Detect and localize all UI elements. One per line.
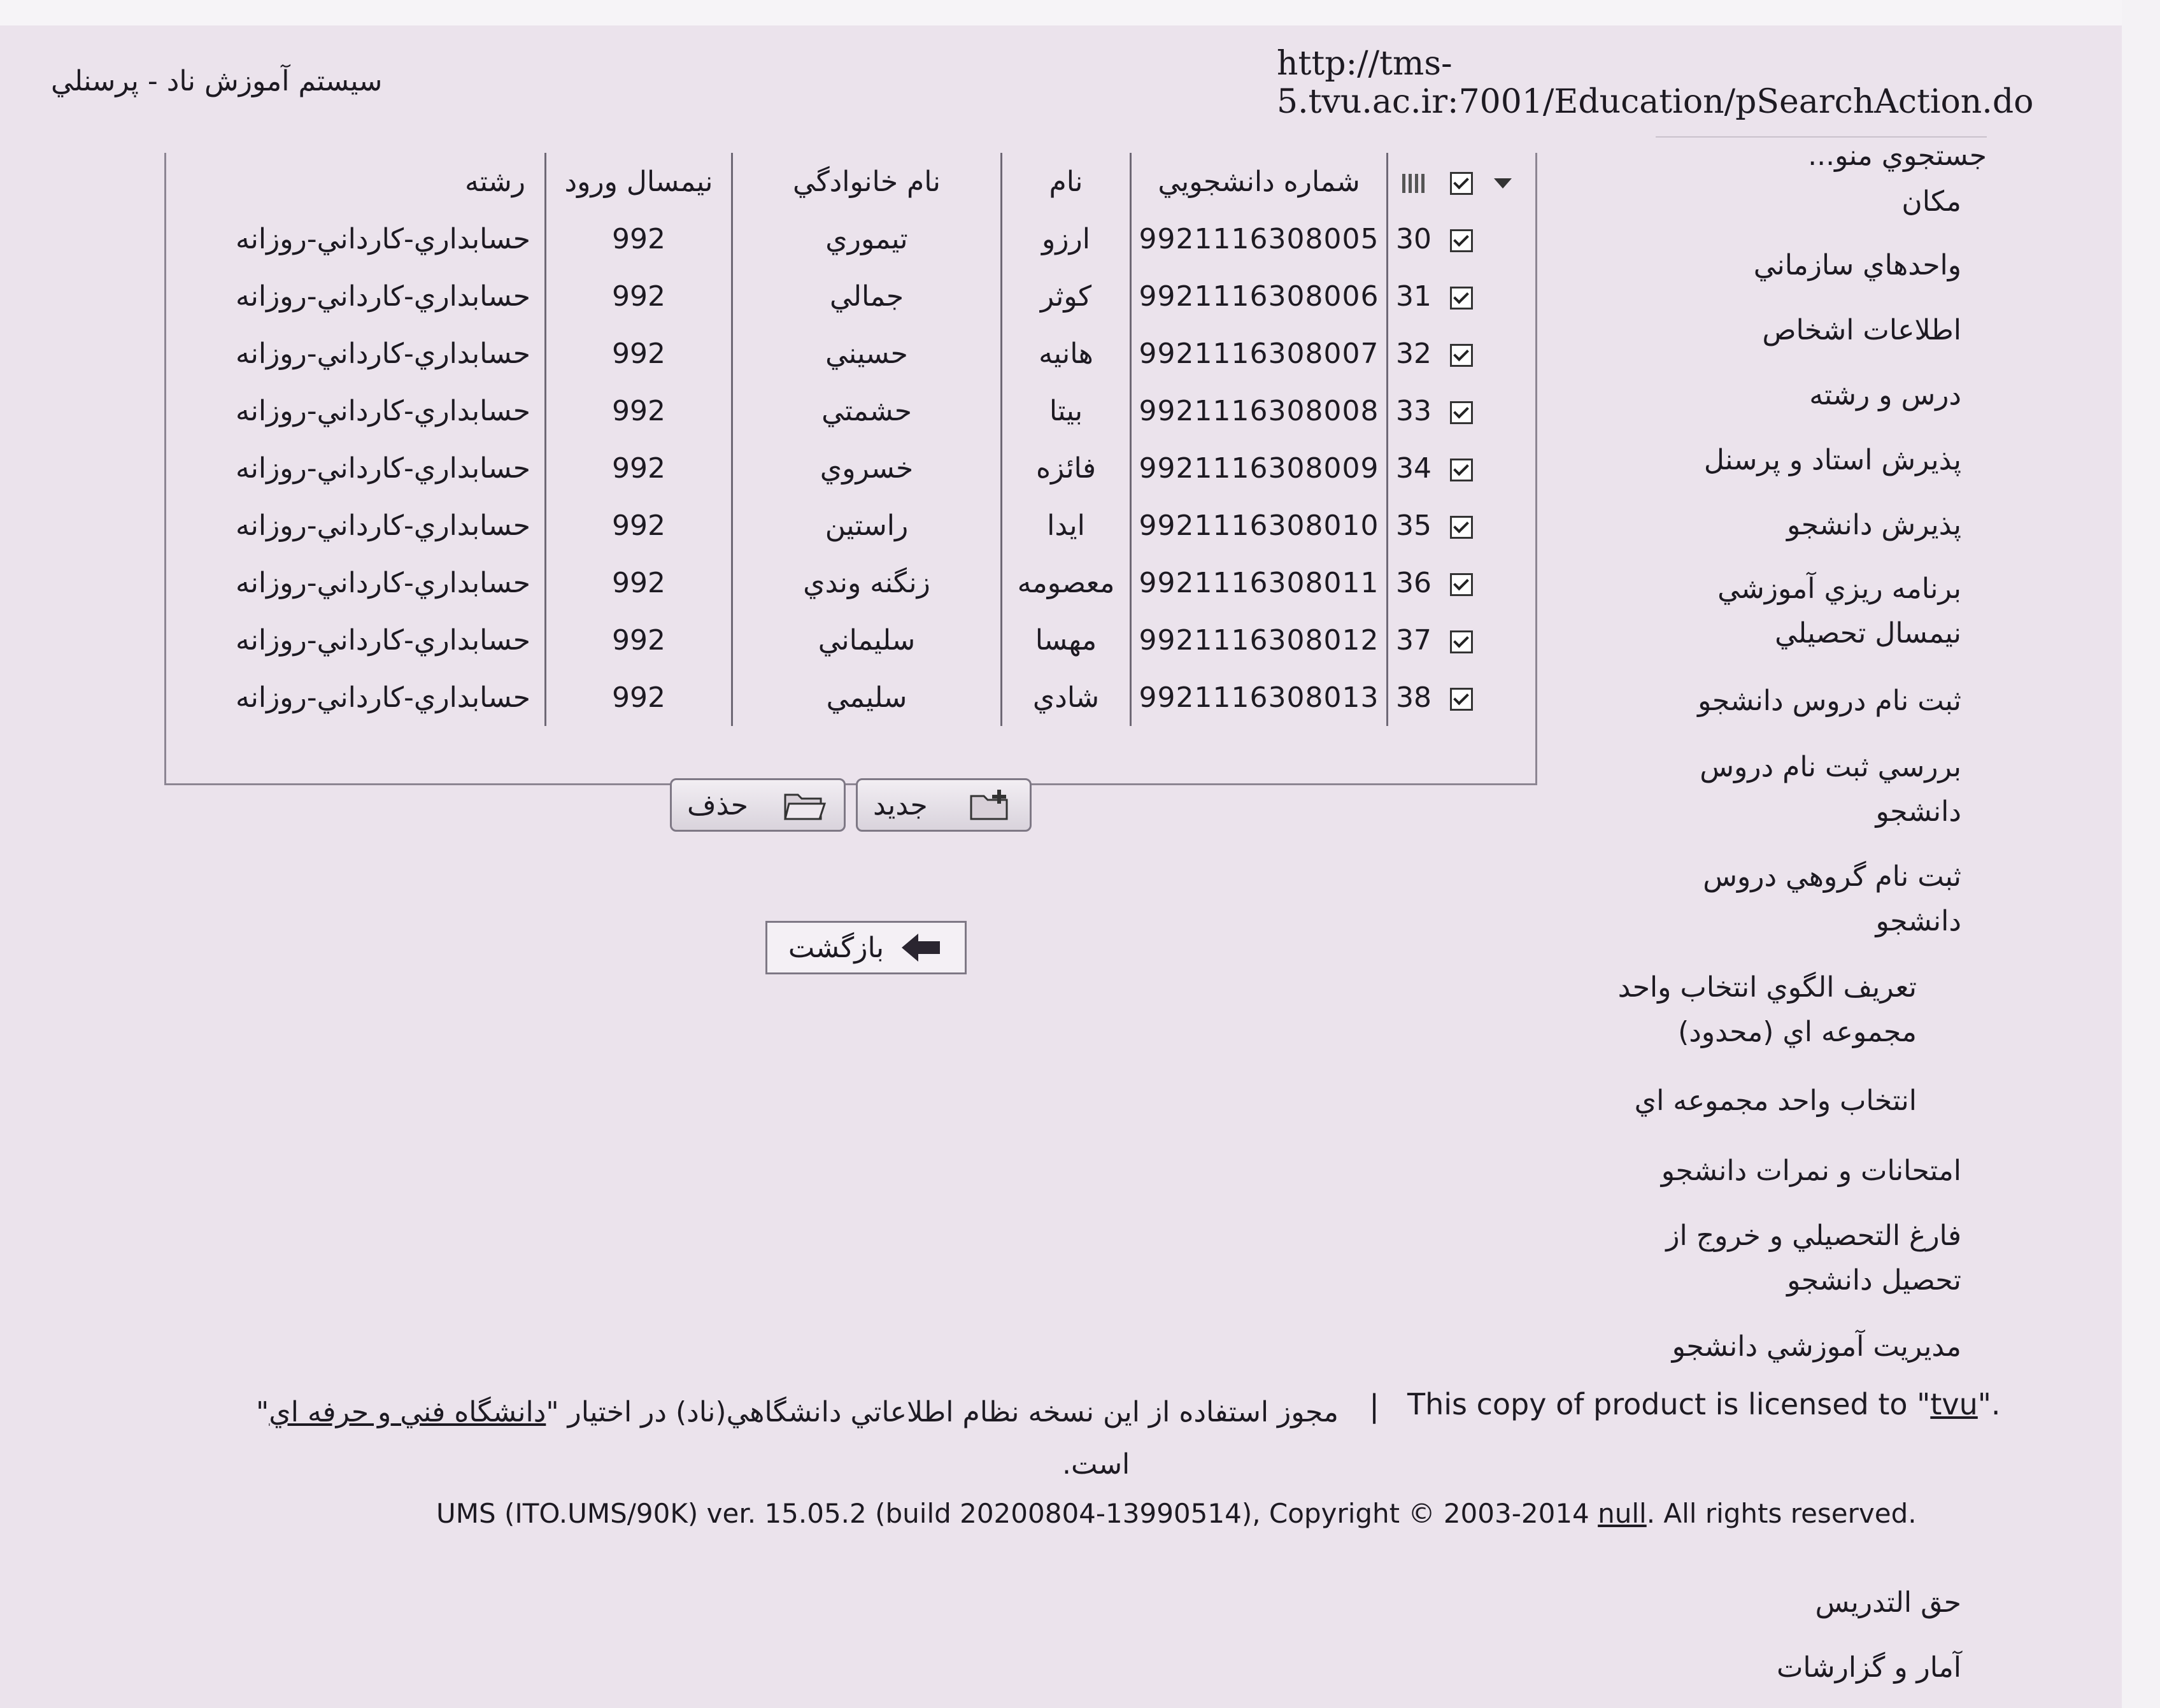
cell-entry-term: 992 — [546, 210, 732, 267]
columns-icon-cell[interactable] — [1388, 153, 1440, 210]
license-fa-org-link[interactable]: دانشگاه فني و حرفه اي — [269, 1396, 546, 1428]
menu-item-selection-pattern[interactable]: تعريف الگوي انتخاب واحد مجموعه اي (محدود) — [1617, 971, 1917, 1048]
menu-item-term-planning[interactable]: برنامه ريزي آموزشي نيمسال تحصيلي — [1717, 573, 1961, 650]
menu-item-staff-admission[interactable]: پذيرش استاد و پرسنل — [1703, 444, 1961, 476]
select-all-checkbox[interactable] — [1450, 172, 1473, 195]
cell-major: حسابداري-كارداني-روزانه — [236, 280, 531, 313]
header-first-name[interactable]: نام — [1002, 153, 1131, 210]
menu-item-graduation[interactable]: فارغ التحصيلي و خروج از تحصيل دانشجو — [1666, 1220, 1961, 1297]
row-number: 34 — [1388, 439, 1440, 497]
row-checkbox-cell[interactable] — [1439, 382, 1484, 439]
cell-last-name: زنگنه وندي — [732, 554, 1002, 611]
row-number: 33 — [1388, 382, 1440, 439]
row-number: 36 — [1388, 554, 1440, 611]
table-row[interactable] — [191, 611, 1522, 669]
cell-entry-term: 992 — [546, 611, 732, 669]
cell-last-name: خسروي — [732, 439, 1002, 497]
cell-last-name: راستين — [732, 497, 1002, 554]
row-number: 35 — [1388, 497, 1440, 554]
cell-first-name: ارزو — [1002, 210, 1131, 267]
cell-major: حسابداري-كارداني-روزانه — [236, 623, 531, 657]
menu-item-course-registration[interactable]: ثبت نام دروس دانشجو — [1698, 685, 1961, 717]
row-checkbox-cell[interactable] — [1439, 497, 1484, 554]
menu-item-exams-grades[interactable]: امتحانات و نمرات دانشجو — [1661, 1155, 1961, 1187]
row-checkbox[interactable] — [1450, 229, 1473, 252]
menu-item-group-registration[interactable]: ثبت نام گروهي دروس دانشجو — [1703, 860, 1961, 937]
table-row[interactable] — [191, 325, 1522, 382]
header-major[interactable]: رشته — [465, 165, 525, 198]
cell-entry-term: 992 — [546, 325, 732, 382]
select-all-cell[interactable] — [1439, 153, 1484, 210]
cell-first-name: ايدا — [1002, 497, 1131, 554]
table-row[interactable] — [191, 554, 1522, 611]
row-checkbox-cell[interactable] — [1439, 669, 1484, 726]
menu-item-group-selection[interactable]: انتخاب واحد مجموعه اي — [1634, 1085, 1917, 1117]
menu-search-input[interactable]: جستجوي منو... — [1808, 139, 1987, 172]
row-checkbox[interactable] — [1450, 401, 1473, 424]
chevron-down-icon[interactable] — [1494, 178, 1512, 189]
row-number: 30 — [1388, 210, 1440, 267]
row-checkbox[interactable] — [1450, 573, 1473, 596]
copyright-text: UMS (ITO.UMS/90K) ver. 15.05.2 (build 20200804-13990514), Copyright © 2003-2014 null. All rights reserved. — [436, 1498, 1917, 1529]
open-folder-icon — [783, 787, 828, 823]
table-row[interactable] — [191, 382, 1522, 439]
cell-first-name: معصومه — [1002, 554, 1131, 611]
arrow-left-icon — [899, 930, 944, 965]
back-button-label: بازگشت — [788, 931, 885, 964]
system-title: سیستم آموزش ناد - پرسنلي — [51, 65, 383, 97]
cell-major: حسابداري-كارداني-روزانه — [236, 566, 531, 599]
license-fa-end: است. — [1062, 1448, 1130, 1481]
delete-button[interactable] — [670, 778, 846, 832]
license-en: This copy of product is licensed to "tvu". — [1407, 1387, 2001, 1421]
cell-entry-term: 992 — [546, 554, 732, 611]
row-checkbox[interactable] — [1450, 344, 1473, 367]
cell-student-id: 9921116308006 — [1131, 267, 1388, 325]
menu-item-tuition-fees[interactable]: حق التدريس — [1815, 1586, 1961, 1619]
menu-item-registration-review[interactable]: بررسي ثبت نام دروس دانشجو — [1700, 751, 1961, 828]
row-checkbox[interactable] — [1450, 287, 1473, 310]
table-row[interactable] — [191, 669, 1522, 726]
cell-last-name: تيموري — [732, 210, 1002, 267]
cell-entry-term: 992 — [546, 267, 732, 325]
table-row[interactable] — [191, 267, 1522, 325]
row-checkbox[interactable] — [1450, 688, 1473, 711]
back-button[interactable] — [765, 921, 967, 974]
row-checkbox[interactable] — [1450, 459, 1473, 481]
header-last-name[interactable]: نام خانوادگي — [732, 153, 1002, 210]
cell-student-id: 9921116308007 — [1131, 325, 1388, 382]
table-row[interactable] — [191, 497, 1522, 554]
cell-entry-term: 992 — [546, 669, 732, 726]
cell-first-name: بيتا — [1002, 382, 1131, 439]
cell-major: حسابداري-كارداني-روزانه — [236, 394, 531, 427]
table-row[interactable] — [191, 210, 1522, 267]
cell-last-name: سليماني — [732, 611, 1002, 669]
table-row[interactable] — [191, 439, 1522, 497]
cell-last-name: جمالي — [732, 267, 1002, 325]
license-org-link[interactable]: tvu — [1930, 1387, 1978, 1421]
row-number: 32 — [1388, 325, 1440, 382]
cell-student-id: 9921116308011 — [1131, 554, 1388, 611]
menu-item-student-admission[interactable]: پذيرش دانشجو — [1786, 509, 1961, 541]
license-fa: مجوز استفاده از اين نسخه نظام اطلاعاتي دانشگاهي(ناد) در اختيار "دانشگاه فني و حرفه اي" — [256, 1396, 1339, 1428]
new-folder-icon — [969, 787, 1014, 823]
cell-last-name: حسيني — [732, 325, 1002, 382]
menu-item-org-units[interactable]: واحدهاي سازماني — [1753, 249, 1961, 281]
students-table — [191, 153, 1522, 726]
cell-student-id: 9921116308010 — [1131, 497, 1388, 554]
cell-entry-term: 992 — [546, 497, 732, 554]
cell-last-name: حشمتي — [732, 382, 1002, 439]
cell-major: حسابداري-كارداني-روزانه — [236, 337, 531, 370]
cell-major: حسابداري-كارداني-روزانه — [236, 509, 531, 542]
new-button-label: جديد — [873, 788, 928, 822]
copyright-owner-link[interactable]: null — [1598, 1498, 1647, 1529]
row-number: 38 — [1388, 669, 1440, 726]
cell-first-name: كوثر — [1002, 267, 1131, 325]
row-checkbox-cell[interactable] — [1439, 210, 1484, 267]
delete-button-label: حذف — [687, 788, 748, 822]
cell-first-name: مهسا — [1002, 611, 1131, 669]
cell-student-id: 9921116308013 — [1131, 669, 1388, 726]
cell-student-id: 9921116308009 — [1131, 439, 1388, 497]
cell-entry-term: 992 — [546, 382, 732, 439]
column-menu-cell[interactable] — [1484, 153, 1522, 210]
menu-item-persons[interactable]: اطلاعات اشخاص — [1762, 314, 1961, 346]
cell-student-id: 9921116308012 — [1131, 611, 1388, 669]
cell-student-id: 9921116308005 — [1131, 210, 1388, 267]
table-header-row — [191, 153, 1522, 210]
row-checkbox-cell[interactable] — [1439, 554, 1484, 611]
cell-major: حسابداري-كارداني-روزانه — [236, 222, 531, 255]
cell-first-name: هانيه — [1002, 325, 1131, 382]
cell-first-name: شادي — [1002, 669, 1131, 726]
row-checkbox-cell[interactable] — [1439, 325, 1484, 382]
cell-major: حسابداري-كارداني-روزانه — [236, 452, 531, 485]
page-url: http://tms-5.tvu.ac.ir:7001/Education/pSearchAction.do — [1277, 45, 2034, 121]
cell-major: حسابداري-كارداني-روزانه — [236, 681, 531, 714]
page-top-edge — [0, 0, 2160, 25]
row-number: 31 — [1388, 267, 1440, 325]
header-student-id[interactable]: شماره دانشجويي — [1131, 153, 1388, 210]
row-checkbox-cell[interactable] — [1439, 439, 1484, 497]
row-checkbox[interactable] — [1450, 516, 1473, 539]
new-button[interactable] — [856, 778, 1032, 832]
row-checkbox[interactable] — [1450, 630, 1473, 653]
cell-first-name: فائزه — [1002, 439, 1131, 497]
cell-last-name: سليمي — [732, 669, 1002, 726]
row-checkbox-cell[interactable] — [1439, 267, 1484, 325]
menu-item-reports[interactable]: آمار و گزارشات — [1776, 1651, 1961, 1684]
row-number: 37 — [1388, 611, 1440, 669]
menu-item-student-management[interactable]: مديريت آموزشي دانشجو — [1672, 1330, 1961, 1363]
row-checkbox-cell[interactable] — [1439, 611, 1484, 669]
menu-item-courses[interactable]: درس و رشته — [1809, 379, 1961, 411]
header-entry-term[interactable]: نيمسال ورود — [546, 153, 732, 210]
footer-separator: | — [1369, 1388, 1380, 1424]
cell-student-id: 9921116308008 — [1131, 382, 1388, 439]
menu-item-location[interactable]: مكان — [1901, 185, 1961, 218]
cell-entry-term: 992 — [546, 439, 732, 497]
page-right-edge — [2122, 0, 2160, 1708]
columns-icon[interactable] — [1402, 174, 1425, 193]
